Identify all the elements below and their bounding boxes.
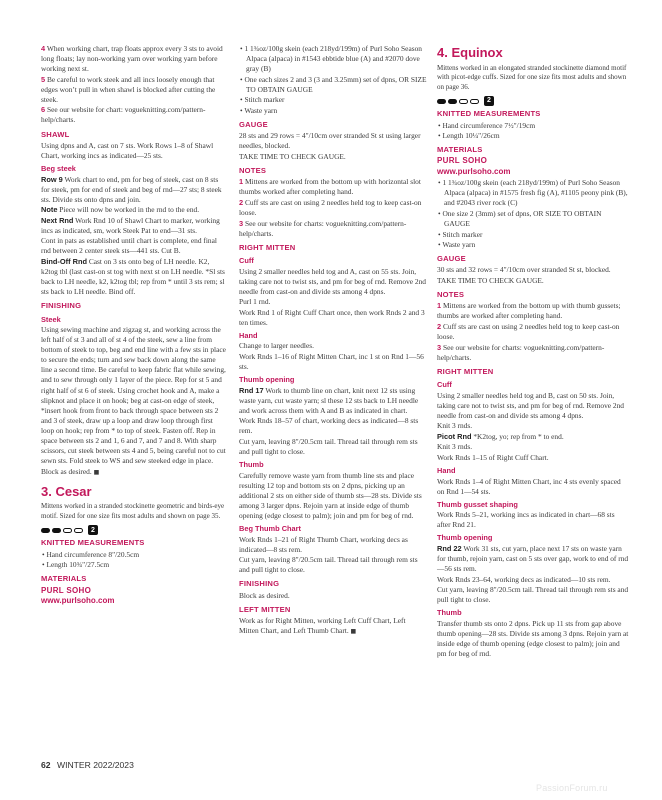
skill-bar-4 bbox=[470, 99, 479, 104]
cesar-title: 3. Cesar bbox=[41, 483, 92, 499]
list-item: • One size 2 (3mm) set of dpns, OR SIZE TO OBTAIN GAUGE bbox=[438, 208, 602, 228]
cuff-line: Work Rnd 1 of Right Cuff Chart once, then work Rnds 2 and 3 ten times. bbox=[239, 307, 425, 327]
finishing-heading: FINISHING bbox=[41, 301, 82, 311]
note-2: 2 Cuff sts are cast on using 2 needles held tog to keep cast-on loose. bbox=[437, 322, 620, 342]
skill-level-badge: 2 bbox=[484, 96, 494, 106]
skill-bar-4 bbox=[74, 528, 83, 533]
skill-level-indicator bbox=[437, 96, 629, 106]
list-item: • Length 10¾"/27.5cm bbox=[42, 560, 110, 570]
shawl-text: Using dpns and A, cast on 7 sts. Work Rows 1–8 of Shawl Chart, working incs as indicated—25 sts. bbox=[41, 140, 214, 160]
brand-url[interactable]: www.purlsoho.com bbox=[437, 167, 511, 177]
gauge-text: 28 sts and 29 rows = 4"/10cm over stranded St st using larger needles, blocked. bbox=[239, 131, 421, 151]
thumb-opening-line: Work Rnds 18–57 of chart, working decs as indicated—8 sts rem. bbox=[239, 416, 419, 436]
hand-text: Work Rnds 1–4 of Right Mitten Chart, inc 4 sts evenly spaced on Rnd 1—54 sts. bbox=[437, 476, 621, 496]
finishing-text: Block as desired. bbox=[239, 590, 290, 600]
cesar-intro: Mittens worked in a stranded stockinette geometric and birds-eye motif. Sized for one size fits most adults and shown on page 35. bbox=[41, 502, 225, 520]
cesar-km-heading: KNITTED MEASUREMENTS bbox=[41, 538, 145, 548]
cuff-line: Knit 3 rnds. bbox=[437, 442, 473, 452]
thumb-gusset-text: Work Rnds 5–21, working incs as indicated in chart—68 sts after Rnd 21. bbox=[437, 510, 615, 530]
list-item: • 1 1¾oz/100g skein (each 218yd/199m) of Purl Soho Season Alpaca (alpaca) in #1543 ebbtide blue (A) and #2070 dove gray (B) bbox=[240, 44, 422, 74]
rnd-22: Rnd 22 Work 31 sts, cut yarn, place next 17 sts on waste yarn for thumb, rejoin yarn, cast on 5 sts over gap, work to end of rnd—56 sts rem. bbox=[437, 544, 629, 574]
note-6: 6 See our website for chart: vogueknitting.com/pattern-help/charts. bbox=[41, 105, 206, 125]
note-1: 1 Mittens are worked from the bottom up with thumb gussets; thumbs are worked after completing hand. bbox=[437, 301, 621, 321]
note-5: 5 Be careful to work steek and all incs loosely enough that edges won’t pull in when shawl is blocked after cutting the steek. bbox=[41, 74, 216, 104]
equinox-km-heading: KNITTED MEASUREMENTS bbox=[437, 109, 541, 119]
end-mark: ■ bbox=[350, 628, 357, 636]
cesar-materials-heading: MATERIALS bbox=[41, 574, 87, 584]
cesar-km-list bbox=[41, 550, 227, 571]
note-3: 3 See our website for charts: vogueknitting.com/pattern-help/charts. bbox=[239, 218, 407, 238]
note-4: 4 When working chart, trap floats approx every 3 sts to avoid long floats; lay non-working yarn over working yarn before working next st. bbox=[41, 44, 223, 74]
thumb-chart-line: Cut yarn, leaving 8"/20.5cm tail. Thread tail through rem sts and pull tight to close. bbox=[239, 555, 418, 575]
skill-bar-1 bbox=[41, 528, 50, 533]
shawl-heading: SHAWL bbox=[41, 129, 70, 139]
cont-pats: Cont in pats as established until chart is complete, end final rnd between 2 center steek sts—441 sts. Cut B. bbox=[41, 236, 217, 256]
thumb-chart-line: Work Rnds 1–21 of Right Thumb Chart, working decs as indicated—8 sts rem. bbox=[239, 534, 408, 554]
hand-line: Change to larger needles. bbox=[239, 341, 314, 351]
skill-bar-3 bbox=[459, 99, 468, 104]
thumb-opening-line: Cut yarn, leaving 8"/20.5cm tail. Thread tail through rem sts and pull tight to close. bbox=[437, 585, 629, 605]
page-number: 62 bbox=[41, 760, 51, 770]
brand-url[interactable]: www.purlsoho.com bbox=[41, 596, 115, 606]
bind-off-rnd: Bind-Off Rnd Cast on 3 sts onto beg of LH needle. K2, k2tog tbl (last cast-on st tog with next st on LH needle. *Sl sts back to LH needle, k2, k2tog tbl; rep from * until 3 sts rem; sl sts back to LH needle. Bind off. bbox=[41, 257, 225, 297]
gauge-check: TAKE TIME TO CHECK GAUGE. bbox=[239, 151, 346, 161]
thumb-opening-heading: Thumb opening bbox=[239, 375, 295, 385]
cuff-heading: Cuff bbox=[239, 255, 254, 265]
cuff-text: Using 2 smaller needles held tog and B, cast on 50 sts. Join, taking care not to twist sts, and pm for beg of rnd. Remove 2nd needle from cast-on and divide sts among 4 dpns. bbox=[437, 390, 624, 420]
thumb-text: Transfer thumb sts onto 2 dpns. Pick up 11 sts from gap above thumb opening—28 sts. Divide sts among 3 dpns. Rejoin yarn at inside edge of thumb opening (edge closest to palm); join and pm for beg of rnd. bbox=[437, 618, 629, 659]
cesar-materials-list bbox=[239, 44, 427, 116]
thumb-heading: Thumb bbox=[437, 608, 462, 618]
right-mitten-heading: RIGHT MITTEN bbox=[239, 242, 296, 252]
beg-thumb-chart-heading: Beg Thumb Chart bbox=[239, 524, 301, 533]
list-item: • Waste yarn bbox=[240, 105, 278, 115]
steek-heading: Steek bbox=[41, 314, 61, 324]
steek-note: Note Piece will now be worked in the rnd to the end. bbox=[41, 205, 200, 215]
notes-heading: NOTES bbox=[437, 290, 465, 300]
rnd-17: Rnd 17 Work to thumb line on chart, knit next 12 sts using waste yarn, cut waste yarn; sl these 12 sts back to LH needle and work across them with A and B as indicated in chart. bbox=[239, 385, 419, 415]
picot-rnd: Picot Rnd *K2tog, yo; rep from * to end. bbox=[437, 431, 564, 441]
skill-bar-1 bbox=[437, 99, 446, 104]
cuff-line: Purl 1 rnd. bbox=[239, 297, 271, 307]
list-item: • Hand circumference 8"/20.5cm bbox=[42, 549, 140, 559]
cuff-text: Using 2 smaller needles held tog and A, cast on 55 sts. Join, taking care not to twist sts, and pm for beg of rnd. Remove 2nd needle from cast-on and divide sts among 4 dpns. bbox=[239, 266, 426, 296]
list-item: • Length 10¼"/26cm bbox=[438, 131, 500, 141]
thumb-opening-line: Cut yarn, leaving 8"/20.5cm tail. Thread tail through rem sts and pull tight to close. bbox=[239, 437, 418, 457]
equinox-materials-list bbox=[437, 178, 629, 250]
watermark: PassionForum.ru bbox=[536, 783, 608, 793]
equinox-title: 4. Equinox bbox=[437, 45, 503, 60]
notes-heading: NOTES bbox=[239, 165, 267, 175]
thumb-gusset-heading: Thumb gusset shaping bbox=[437, 499, 518, 509]
hand-heading: Hand bbox=[239, 330, 258, 340]
left-mitten-heading: LEFT MITTEN bbox=[239, 604, 291, 614]
brand-name: PURL SOHO bbox=[437, 156, 488, 166]
skill-level-badge: 2 bbox=[88, 525, 98, 535]
equinox-km-list bbox=[437, 121, 629, 142]
hand-heading: Hand bbox=[437, 466, 456, 476]
column-3 bbox=[437, 44, 629, 660]
gauge-heading: GAUGE bbox=[437, 254, 466, 264]
equinox-intro: Mittens worked in an elongated stranded stockinette diamond motif with picot-edge cuffs. Sized for one size fits most adults and shown on page 36. bbox=[437, 63, 627, 91]
thumb-opening-line: Work Rnds 23–64, working decs as indicated—10 sts rem. bbox=[437, 574, 611, 584]
hand-line: Work Rnds 1–16 of Right Mitten Chart, inc 1 st on Rnd 1—56 sts. bbox=[239, 352, 424, 372]
thumb-text: Carefully remove waste yarn from thumb line sts and place resulting 12 top and bottom sts on 2 dpns, picking up an additional 2 sts on either side of thumb sts—28 sts. Divide sts among 3 larger dpns. Rejoin yarn at inside edge of thumb opening (edge closest to palm); join and pm for beg of rnd. bbox=[239, 470, 422, 520]
list-item: • Hand circumference 7½"/19cm bbox=[438, 120, 536, 130]
cuff-knit: Knit 3 rnds. bbox=[437, 421, 473, 431]
cuff-heading: Cuff bbox=[437, 380, 452, 390]
skill-bar-2 bbox=[52, 528, 61, 533]
gauge-heading: GAUGE bbox=[239, 119, 268, 129]
note-1: 1 Mittens are worked from the bottom up with horizontal slot thumbs worked after completing hand. bbox=[239, 177, 421, 197]
column-1 bbox=[41, 44, 227, 607]
list-item: • Waste yarn bbox=[438, 240, 476, 250]
equinox-materials-heading: MATERIALS bbox=[437, 145, 483, 155]
cuff-line: Work Rnds 1–15 of Right Cuff Chart. bbox=[437, 453, 549, 463]
right-mitten-heading: RIGHT MITTEN bbox=[437, 366, 494, 376]
beg-steek-heading: Beg steek bbox=[41, 163, 76, 173]
thumb-heading: Thumb bbox=[239, 460, 264, 470]
list-item: • 1 1¾oz/100g skein (each 218yd/199m) of Purl Soho Season Alpaca (alpaca) in #1575 fresh fig (A), #1105 peony pink (B), and #2043 river rock (C) bbox=[438, 178, 628, 208]
column-2 bbox=[239, 44, 427, 637]
page-footer bbox=[41, 760, 134, 770]
end-mark: ■ bbox=[93, 468, 100, 476]
issue-label: WINTER 2022/2023 bbox=[56, 760, 134, 770]
gauge-text: 30 sts and 32 rows = 4"/10cm over stranded St st, blocked. bbox=[437, 265, 611, 275]
skill-level-indicator bbox=[41, 525, 227, 535]
steek-text: Using sewing machine and zigzag st, and working across the left half of st 3 and all of st 4 of the steek, sew a line from bottom of steek to top, beg and end line with a few sts in place to secure the ends; turn and sew back down along the same line a second time. Be careful to keep fabric flat while sewing, and to sew through only 1 layer of the piece. Rep for st 5 and right half of st 6 of steek. Using crochet hook and A, make a slipknot and place it on hook; beg at cast-on edge of steek, *insert hook from front to back through space between sts 2 and 3 of steek, draw up a loop and draw loop through first loop on hook; rep from * to top of steek. Fasten off. Rep in space between sts 2 and 1, 6 and 7, and 7 and 8. With sharp scissors, cut steek between sts 4 and 5, being careful not to cut sewn sts. Fold steek to WS and sew steeked edge in place. bbox=[41, 325, 226, 465]
next-rnd: Next Rnd Work Rnd 10 of Shawl Chart to marker, working incs as indicated, sm, work Steek Pat to end—31 sts. bbox=[41, 215, 220, 235]
list-item: • One each sizes 2 and 3 (3 and 3.25mm) set of dpns, OR SIZE TO OBTAIN GAUGE bbox=[240, 74, 427, 94]
gauge-check: TAKE TIME TO CHECK GAUGE. bbox=[437, 276, 544, 286]
note-3: 3 See our website for charts: vogueknitting.com/pattern-help/charts. bbox=[437, 342, 605, 362]
finishing-heading-2: FINISHING bbox=[239, 579, 280, 589]
skill-bar-2 bbox=[448, 99, 457, 104]
list-item: • Stitch marker bbox=[240, 95, 285, 105]
block-text: Block as desired. ■ bbox=[41, 466, 100, 476]
note-2: 2 Cuff sts are cast on using 2 needles held tog to keep cast-on loose. bbox=[239, 197, 422, 217]
brand-name: PURL SOHO bbox=[41, 585, 92, 595]
left-mitten-text: Work as for Right Mitten, working Left Cuff Chart, Left Mitten Chart, and Left Thumb Chart. ■ bbox=[239, 616, 406, 636]
skill-bar-3 bbox=[63, 528, 72, 533]
list-item: • Stitch marker bbox=[438, 229, 483, 239]
row-9: Row 9 Work chart to end, pm for beg of steek, cast on 8 sts for steek, pm for end of steek and beg of rnd—27 sts; 8 steek sts. Divide sts onto dpns and join. bbox=[41, 174, 222, 204]
thumb-opening-heading: Thumb opening bbox=[437, 533, 493, 543]
